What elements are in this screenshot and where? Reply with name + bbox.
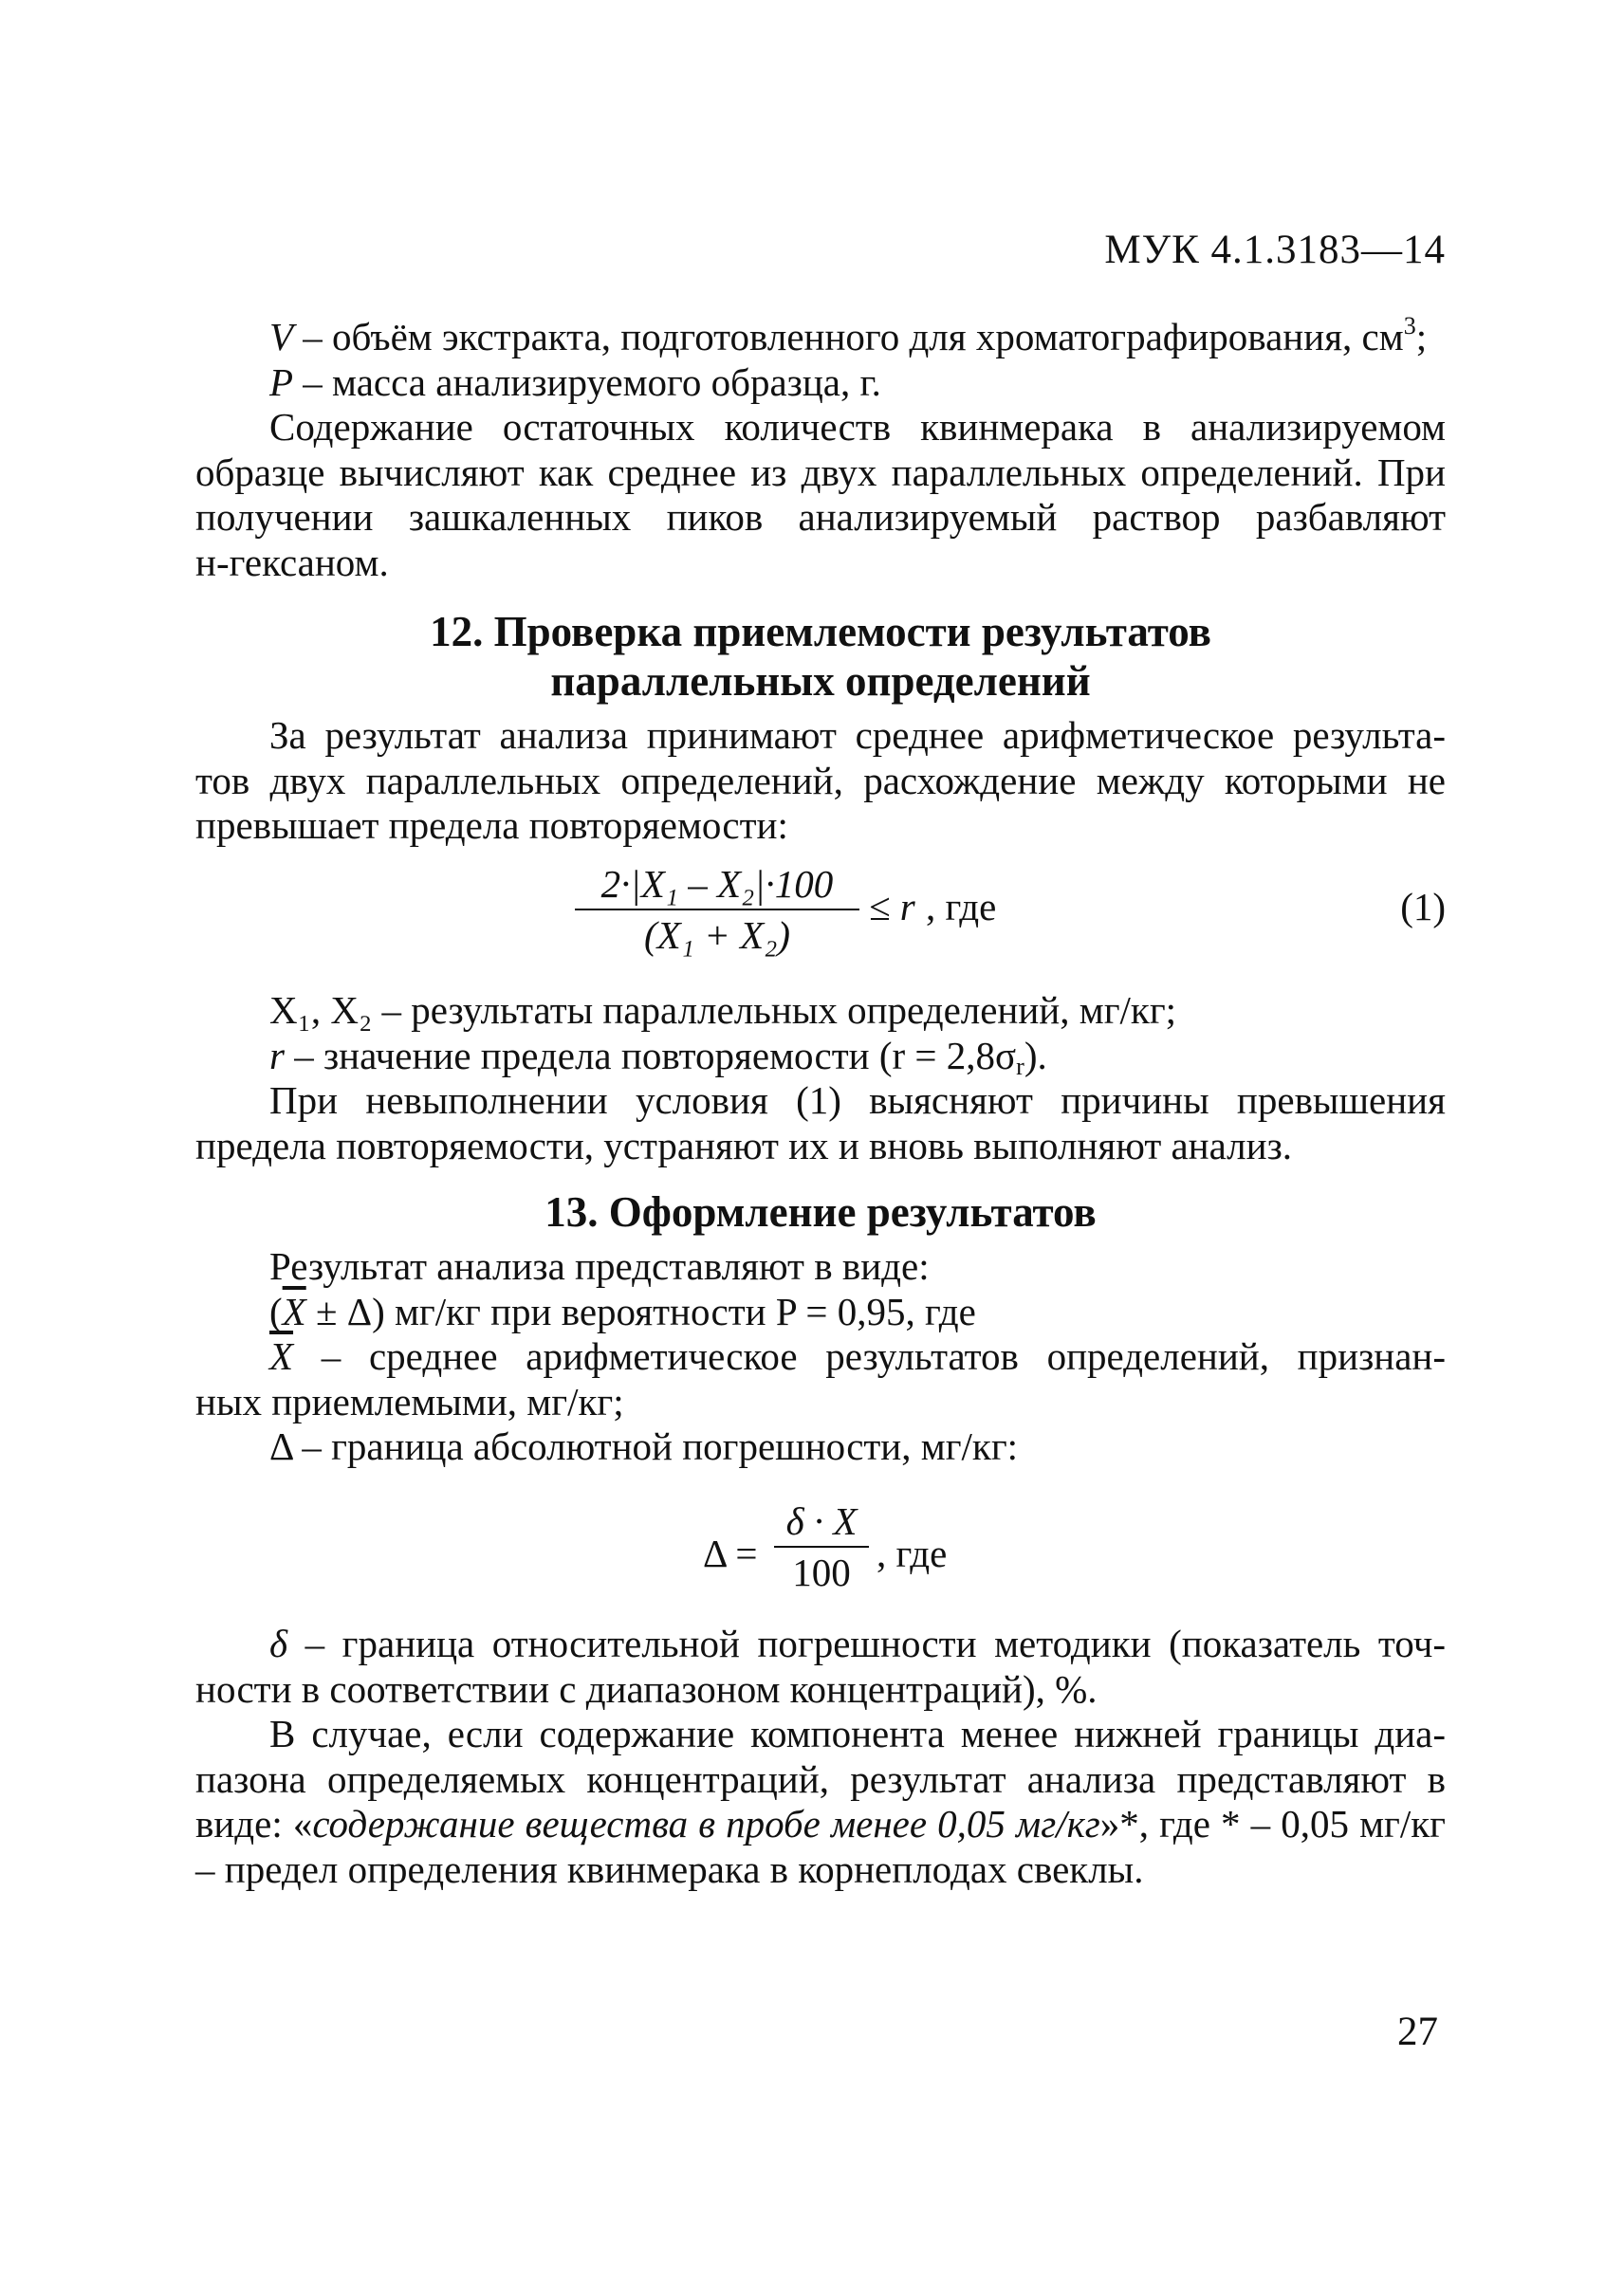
formula-repeatability [195, 861, 1446, 975]
definition-delta-relative: δ – граница относительной погрешности методики (показатель точ- [269, 1622, 1446, 1665]
formula-suffix: , где [926, 885, 997, 928]
formula-fraction [774, 1498, 869, 1595]
definition-x1-x2: X₁, X₂ – результаты параллельных определений, мг/кг; [269, 988, 1177, 1032]
definition-delta: Δ – граница абсолютной погрешности, мг/кг: [269, 1424, 1019, 1468]
definition-p: P – масса анализируемого образца, г. [269, 359, 881, 404]
result-format-line: $(\overline{X} \pm \Delta)$ мг/кг при вероятности P = 0,95, где [269, 1289, 976, 1333]
document-page [195, 0, 1446, 2296]
formula-suffix: , где [877, 1532, 948, 1575]
definition-v: V – объём экстракта, подготовленного для хроматографирования, $см^3$; [269, 312, 1428, 358]
intro-para-line: н-гексаном. [195, 540, 389, 584]
formula-lhs: Δ = [703, 1532, 758, 1575]
formula-denominator: 100 [792, 1551, 851, 1594]
definition-x-bar: $\overline{X}$ – среднее арифметическое результатов определений, признан- [269, 1334, 1446, 1378]
section-13-heading: 13. Оформление результатов [544, 1188, 1097, 1236]
intro-para-line: получении зашкаленных пиков анализируемый раствор разбавляют [195, 495, 1446, 539]
formula-numerator: 2·|X₁ – X₂|·100 [600, 862, 834, 906]
x-bar-symbol: $\overline{X}$ [282, 1289, 306, 1333]
intro-para-line: Содержание остаточных количеств квинмерака в анализируемом [269, 405, 1446, 449]
formula-fraction [575, 861, 859, 958]
formula-numerator: δ · X [785, 1499, 858, 1543]
formula-denominator: (X₁ + X₂) [643, 913, 791, 957]
section-13-final: δ – граница относительной погрешности методики (показатель точ- ности в соответствии с диапазоном концентраций), %. В случае, если содержание компонента менее нижней границы диа- пазона определяемых концентраций, результат анализа представляют в виде: «содержание вещества в пробе менее 0,05 мг/кг»*, где * – 0,05 мг/кг – предел определения квинмерака в корнеплодах свеклы. [195, 1622, 1446, 1891]
equation-number: (1) [1400, 885, 1446, 928]
section-12-definitions: X₁, X₂ – результаты параллельных определений, мг/кг; r – значение предела повторяемости $(r = 2,8\sigma_r)$. При невыполнении условия (1) выясняют причины превышения предела повторяемости, устраняют их и вновь выполняют анализ. [195, 988, 1446, 1167]
page-number: 27 [1397, 2010, 1438, 2054]
document-code-header: МУК 4.1.3183—14 [1104, 228, 1446, 272]
section-12-heading: 12. Проверка приемлемости результатов параллельных определений [430, 608, 1211, 705]
formula-relation: ≤ r [869, 885, 915, 928]
section-12-paragraph: За результат анализа принимают среднее арифметическое результа- тов двух параллельных определений, расхождение между которыми не превышает предела повторяемости: [195, 713, 1446, 847]
fraction-bar [575, 909, 859, 910]
section-13-block: Результат анализа представляют в виде: $(\overline{X} \pm \Delta)$ мг/кг при вероятности P = 0,95, где $\overline{X}$ – среднее арифметическое результатов определений, признан- ных приемлемыми, мг/кг; Δ – граница абсолютной погрешности, мг/кг: [195, 1244, 1446, 1468]
definition-r: r – значение предела повторяемости $(r = 2,8\sigma_r)$. [269, 1033, 1047, 1080]
fraction-bar [774, 1546, 869, 1548]
intro-block [195, 312, 1446, 585]
final-para-quote-line: виде: «содержание вещества в пробе менее 0,05 мг/кг»*, где * – 0,05 мг/кг [195, 1802, 1446, 1846]
intro-para-line: образце вычисляют как среднее из двух параллельных определений. При [195, 450, 1446, 494]
formula-absolute-error [195, 1498, 1446, 1603]
